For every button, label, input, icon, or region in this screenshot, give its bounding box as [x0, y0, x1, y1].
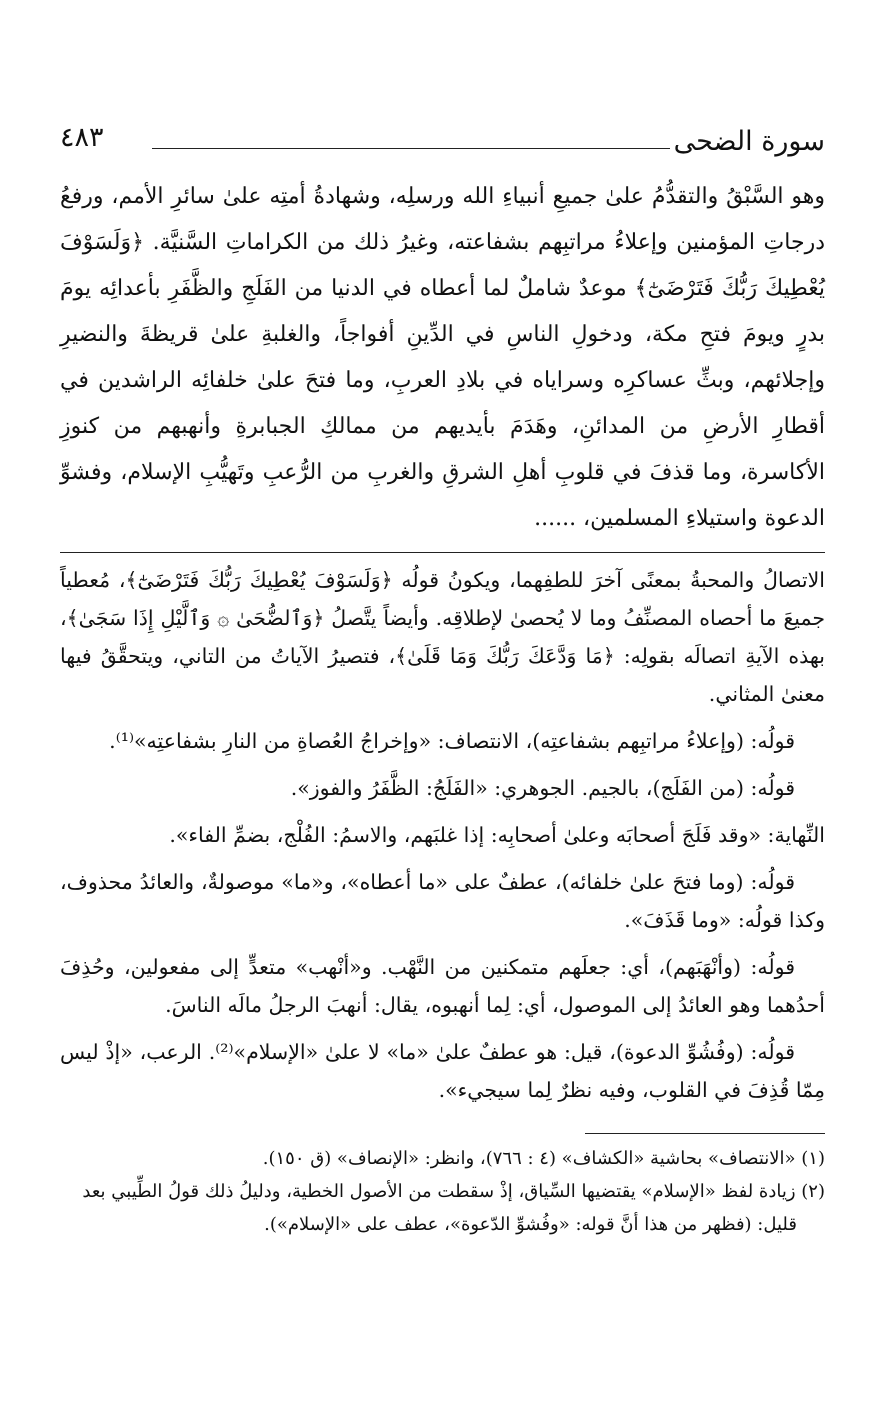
footnotes	[60, 1142, 825, 1241]
section-divider	[60, 552, 825, 553]
commentary-paragraph: النِّهاية: «وقد فَلَجَ أصحابَه وعلىٰ أصحابِه: إذا غلبَهم، والاسمُ: الفُلْج، بضمِّ الفاء».	[169, 823, 825, 847]
page-number: ٤٨٣	[60, 122, 104, 153]
footnote-divider	[585, 1133, 825, 1134]
commentary-paragraph: قولُه: (وما فتحَ علىٰ خلفائه)، عطفٌ على «ما أعطاه»، و«ما» موصولةٌ، والعائدُ محذوف، وكذا قولُه: «وما قَذَفَ».	[60, 870, 825, 932]
commentary-paragraph: قولُه: (من الفَلَج)، بالجيم. الجوهري: «الفَلَجُ: الظَّفَرُ والفوز».	[290, 776, 795, 800]
commentary-paragraph: الاتصالُ والمحبةُ بمعنًى آخرَ للطفِهما، ويكونُ قولُه ﴿وَلَسَوْفَ يُعْطِيكَ رَبُّكَ فَتَرْضَىٰٓ﴾، مُعطياً جميعَ ما أحصاه المصنِّفُ وما لا يُحصىٰ لإطلاقِه. وأيضاً يتَّصلُ ﴿وَٱلضُّحَىٰ ۞ وَٱلَّيْلِ إِذَا سَجَىٰ﴾، بهذه الآيةِ اتصالَه بقولِه: ﴿مَا وَدَّعَكَ رَبُّكَ وَمَا قَلَىٰ﴾، فتصيرُ الآياتُ من التاني، ويتحقَّقُ فيها معنىٰ المثاني.	[60, 568, 825, 706]
commentary-paragraph: قولُه: (وفُشُوِّ الدعوة)، قيل: هو عطفٌ علىٰ «ما» لا علىٰ «الإسلام»⁽²⁾. الرعب، «إذْ ليس مِمّا قُذِفَ في القلوب، وفيه نظرٌ لِما سيجيء».	[60, 1040, 825, 1102]
footnote-continuation: قليل: (فظهر من هذا أنَّ قوله: «وفُشوِّ الدّعوة»، عطف على «الإسلام»).	[264, 1214, 797, 1235]
commentary-paragraph: قولُه: (وإعلاءُ مراتبِهم بشفاعتِه)، الانتصاف: «وإخراجُ العُصاةِ من النارِ بشفاعتِه»⁽¹⁾.	[109, 729, 795, 753]
commentary	[60, 561, 825, 1109]
footnote: (١) «الانتصاف» بحاشية «الكشاف» (٤ : ٧٦٦)، وانظر: «الإنصاف» (ق ١٥٠).	[262, 1148, 825, 1169]
main-text: وهو السَّبْقُ والتقدُّمُ علىٰ جميعِ أنبياءِ الله ورسلِه، وشهادةُ أمتِه علىٰ سائرِ الأمم، ورفعُ درجاتِ المؤمنين وإعلاءُ مراتبِهم بشفاعته، وغيرُ ذلك من الكراماتِ السَّنيَّة. ﴿وَلَسَوْفَ يُعْطِيكَ رَبُّكَ فَتَرْضَىٰٓ﴾ موعدٌ شاملٌ لما أعطاه في الدنيا من الفَلَجِ والظَّفَرِ بأعدائِه يومَ بدرٍ ويومَ فتحِ مكة، ودخولِ الناسِ في الدِّينِ أفواجاً، والغلبةِ علىٰ قريظةَ والنضيرِ وإجلائهم، وبثِّ عساكرِه وسراياه في بلادِ العربِ، وما فتحَ علىٰ خلفائِه الراشدين في أقطارِ الأرضِ من المدائنِ، وهَدَمَ بأيديهم من ممالكِ الجبابرةِ وأنهبهم من كنوزِ الأكاسرة، وما قذفَ في قلوبِ أهلِ الشرقِ والغربِ من الرُّعبِ وتَهيُّبِ الإسلام، وفشوِّ الدعوة واستيلاءِ المسلمين، ......	[60, 184, 825, 531]
book-page	[60, 118, 825, 1241]
surah-title: سورة الضحى	[673, 126, 825, 157]
header-rule	[152, 148, 670, 149]
footnote: (٢) زيادة لفظ «الإسلام» يقتضيها السِّياق، إذْ سقطت من الأصول الخطية، ودليلُ ذلك قولُ الطِّيبي بعد	[82, 1181, 825, 1202]
commentary-paragraph: قولُه: (وأنْهَبَهم)، أي: جعلَهم متمكنين من النَّهْب. و«أنْهب» متعدٍّ إلى مفعولين، وحُذِفَ أحدُهما وهو العائدُ إلى الموصول، أي: لِما أنهبوه، يقال: أنهبَ الرجلُ مالَه الناسَ.	[60, 955, 825, 1017]
page-header	[60, 118, 825, 166]
